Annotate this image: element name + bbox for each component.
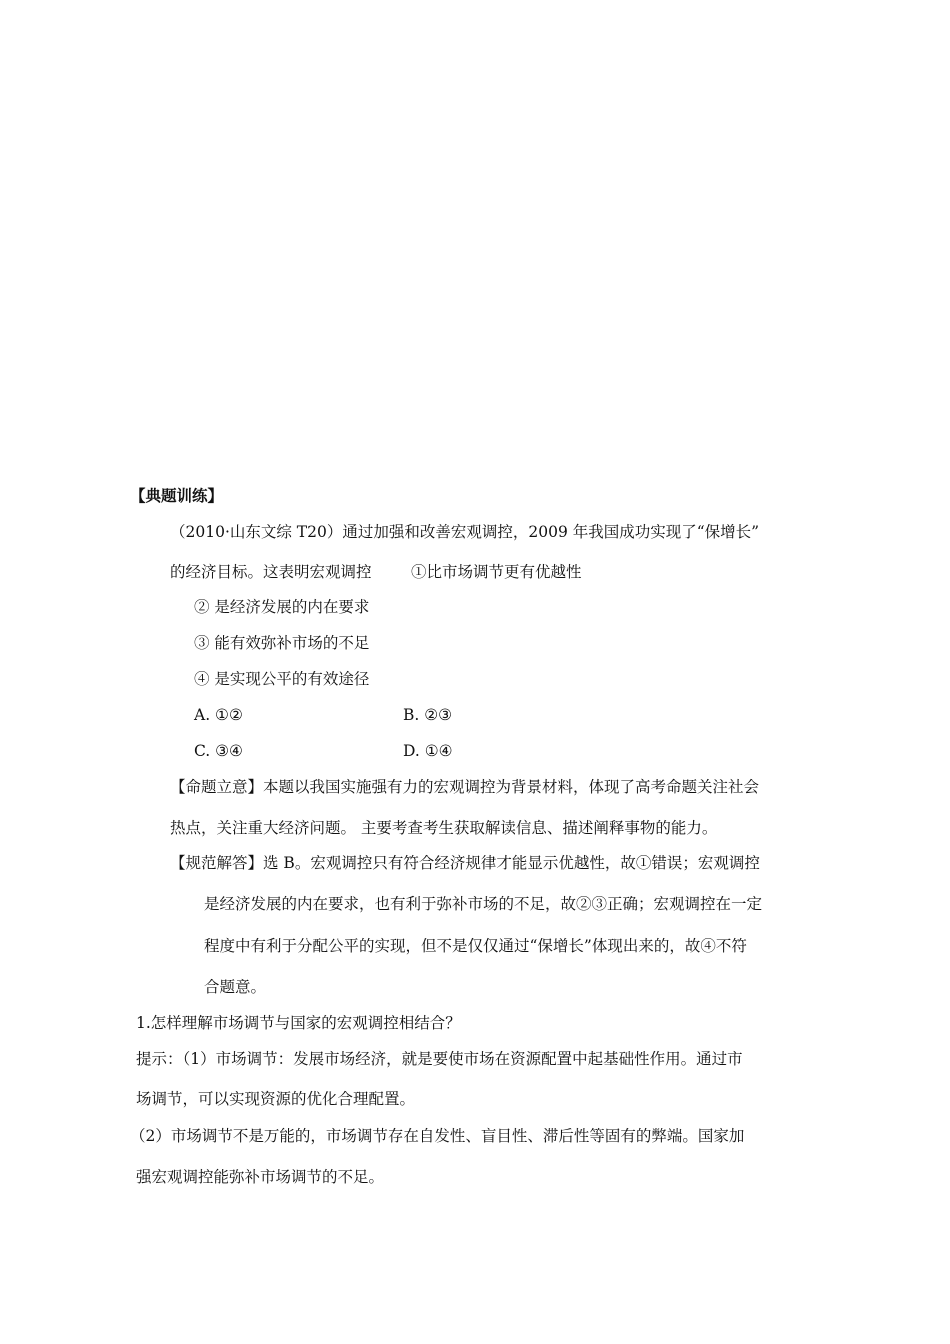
answer-line-2: 是经济发展的内在要求，也有利于弥补市场的不足，故②③正确；宏观调控在一定: [204, 895, 763, 913]
intent-line-2: 热点，关注重大经济问题。 主要考查考生获取解读信息、描述阐释事物的能力。: [170, 819, 718, 837]
statement-2: ② 是经济发展的内在要求: [194, 598, 370, 616]
intent-line-1: 【命题立意】本题以我国实施强有力的宏观调控为背景材料，体现了高考命题关注社会: [170, 778, 760, 796]
question-stem-line-2: 的经济目标。这表明宏观调控: [170, 563, 372, 581]
hint-line-1: 提示：（1）市场调节：发展市场经济，就是要使市场在资源配置中起基础性作用。通过市: [136, 1050, 743, 1068]
section-heading: 【典题训练】: [130, 486, 224, 505]
hint-line-2: 场调节，可以实现资源的优化合理配置。: [136, 1090, 416, 1108]
hint-line-3: （2）市场调节不是万能的，市场调节存在自发性、盲目性、滞后性等固有的弊端。国家加: [130, 1127, 745, 1145]
option-c: C. ③④: [194, 742, 243, 760]
option-a: A. ①②: [194, 706, 243, 724]
answer-line-1: 【规范解答】选 B。宏观调控只有符合经济规律才能显示优越性，故①错误；宏观调控: [170, 854, 760, 872]
answer-line-4: 合题意。: [204, 978, 267, 996]
option-b: B. ②③: [403, 706, 453, 724]
hint-line-4: 强宏观调控能弥补市场调节的不足。: [136, 1168, 385, 1186]
discussion-question-1: 1.怎样理解市场调节与国家的宏观调控相结合？: [136, 1014, 461, 1032]
question-stem-line-1: （2010·山东文综 T20）通过加强和改善宏观调控，2009 年我国成功实现了“保增长”: [170, 523, 760, 541]
statement-1: ①比市场调节更有优越性: [411, 563, 582, 581]
answer-line-3: 程度中有利于分配公平的实现，但不是仅仅通过“保增长”体现出来的，故④不符: [204, 937, 747, 955]
statement-4: ④ 是实现公平的有效途径: [194, 670, 370, 688]
option-d: D. ①④: [403, 742, 453, 760]
statement-3: ③ 能有效弥补市场的不足: [194, 634, 370, 652]
